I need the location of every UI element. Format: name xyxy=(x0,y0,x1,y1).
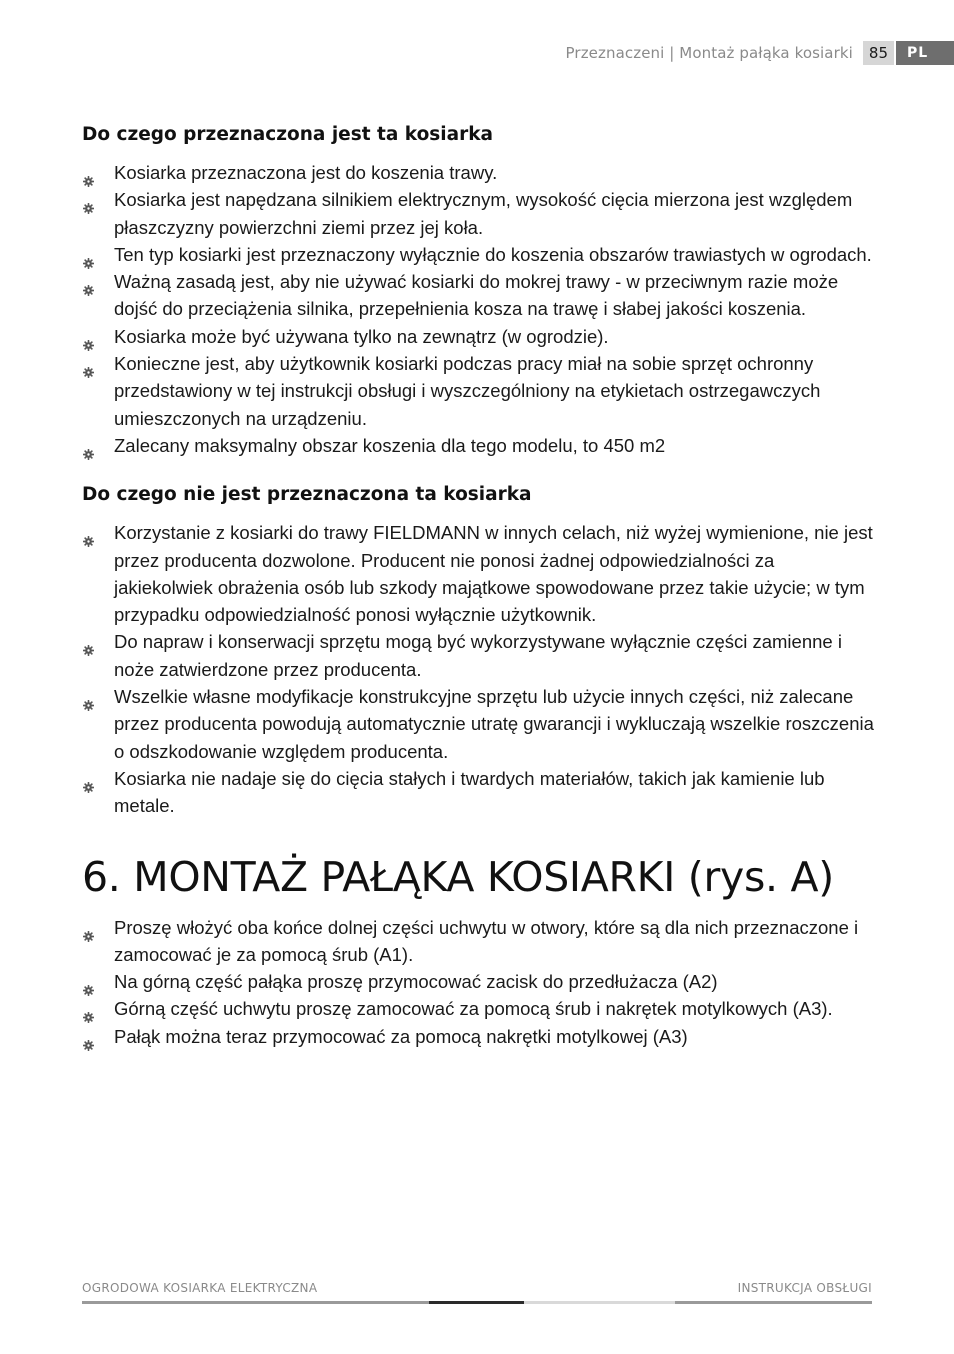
list-item xyxy=(82,628,877,683)
list-item-text: Wszelkie własne modyfikacje konstrukcyjne sprzętu lub użycie innych części, niż zalecane przez producenta powodują automatycznie utratę gwarancji i wykluczają wszelkie roszczenia o odszkodowanie względem producenta. xyxy=(114,686,874,762)
gear-bullet-icon xyxy=(83,167,94,178)
list-item xyxy=(82,519,877,628)
list-item xyxy=(82,241,877,268)
gear-bullet-icon xyxy=(83,194,94,205)
intended-use-list xyxy=(82,159,877,459)
list-item-text: Kosiarka może być używana tylko na zewnątrz (w ogrodzie). xyxy=(114,325,609,347)
assembly-steps-list xyxy=(82,914,877,1050)
list-item xyxy=(82,765,877,820)
footer-bar-segment-1 xyxy=(82,1301,429,1304)
gear-bullet-icon xyxy=(83,331,94,342)
gear-bullet-icon xyxy=(83,440,94,451)
page-header xyxy=(566,41,954,65)
list-item xyxy=(82,914,877,969)
gear-bullet-icon xyxy=(83,358,94,369)
list-item-text: Konieczne jest, aby użytkownik kosiarki podczas pracy miał na sobie sprzęt ochronny przedstawiony w tej instrukcji obsługi i wyszczególniony na etykietach ostrzegawczych umieszczonych na urządzeniu. xyxy=(114,353,821,429)
list-item-text: Kosiarka nie nadaje się do cięcia stałych i twardych materiałów, takich jak kamienie lub metale. xyxy=(114,767,825,817)
gear-bullet-icon xyxy=(83,976,94,987)
list-item-text: Pałąk można teraz przymocować za pomocą nakrętki motylkowej (A3) xyxy=(114,1025,688,1047)
gear-bullet-icon xyxy=(83,636,94,647)
list-item xyxy=(82,186,877,241)
list-item-text: Górną część uchwytu proszę zamocować za pomocą śrub i nakrętek motylkowych (A3). xyxy=(114,998,833,1020)
footer-manual-label: INSTRUKCJA OBSŁUGI xyxy=(737,1281,872,1295)
list-item-text: Do napraw i konserwacji sprzętu mogą być wykorzystywane wyłącznie części zamienne i noże zatwierdzone przez producenta. xyxy=(114,631,842,680)
list-item-text: Na górną część pałąka proszę przymocować zacisk do przedłużacza (A2) xyxy=(114,971,718,993)
list-item xyxy=(82,323,877,350)
gear-bullet-icon xyxy=(83,276,94,287)
header-title: Przeznaczeni | Montaż pałąka kosiarki xyxy=(565,44,853,62)
list-item xyxy=(82,1023,877,1050)
language-badge: PL xyxy=(896,41,954,65)
section-heading-not-intended-use: Do czego nie jest przeznaczona ta kosiarka xyxy=(82,484,532,506)
list-item xyxy=(82,995,877,1022)
list-item-text: Proszę włożyć oba końce dolnej części uchwytu w otwory, które są dla nich przeznaczone i zamocować je za pomocą śrub (A1). xyxy=(114,916,859,965)
list-item xyxy=(82,968,877,995)
list-item xyxy=(82,683,877,765)
list-item xyxy=(82,159,877,186)
gear-bullet-icon xyxy=(83,1031,94,1042)
not-intended-use-list xyxy=(82,519,877,819)
list-item-text: Ważną zasadą jest, aby nie używać kosiarki do mokrej trawy - w przeciwnym razie może dojść do przeciążenia silnika, przepełnienia kosza na trawę i słabej jakości koszenia. xyxy=(114,271,839,320)
gear-bullet-icon xyxy=(83,773,94,784)
list-item xyxy=(82,350,877,432)
main-content xyxy=(82,124,877,1050)
list-item-text: Kosiarka przeznaczona jest do koszenia trawy. xyxy=(114,162,498,183)
footer-product-name: OGRODOWA KOSIARKA ELEKTRYCZNA xyxy=(82,1281,318,1295)
gear-bullet-icon xyxy=(83,1003,94,1014)
gear-bullet-icon xyxy=(83,527,94,538)
list-item-text: Kosiarka jest napędzana silnikiem elektrycznym, wysokość cięcia mierzona jest względem płaszczyzny powierzchni ziemi przez jej koła. xyxy=(114,189,853,238)
section-heading-intended-use: Do czego przeznaczona jest ta kosiarka xyxy=(82,124,494,145)
footer-bar-segment-2 xyxy=(429,1301,524,1304)
chapter-heading: 6. MONTAŻ PAŁĄKA KOSIARKI (rys. A) xyxy=(82,852,834,901)
gear-bullet-icon xyxy=(83,691,94,702)
page-number: 85 xyxy=(863,41,894,65)
list-item-text: Korzystanie z kosiarki do trawy FIELDMANN w innych celach, niż wyżej wymienione, nie jest przez producenta dozwolone. Producent nie ponosi żadnej odpowiedzialności za jakiekolwiek obrażenia osób lub szkody majątkowe spowodowane przez takie użycie; w tym przypadku odpowiedzialność ponosi wyłącznie użytkownik. xyxy=(114,522,873,626)
list-item-text: Zalecany maksymalny obszar koszenia dla tego modelu, to 450 m2 xyxy=(114,434,666,456)
footer-bar-segment-3 xyxy=(524,1301,675,1304)
gear-bullet-icon xyxy=(83,922,94,933)
list-item-text: Ten typ kosiarki jest przeznaczony wyłącznie do koszenia obszarów trawiastych w ogrodach. xyxy=(114,243,872,265)
list-item xyxy=(82,432,877,459)
gear-bullet-icon xyxy=(83,249,94,260)
list-item xyxy=(82,268,877,323)
footer-bar-segment-4 xyxy=(675,1301,872,1304)
